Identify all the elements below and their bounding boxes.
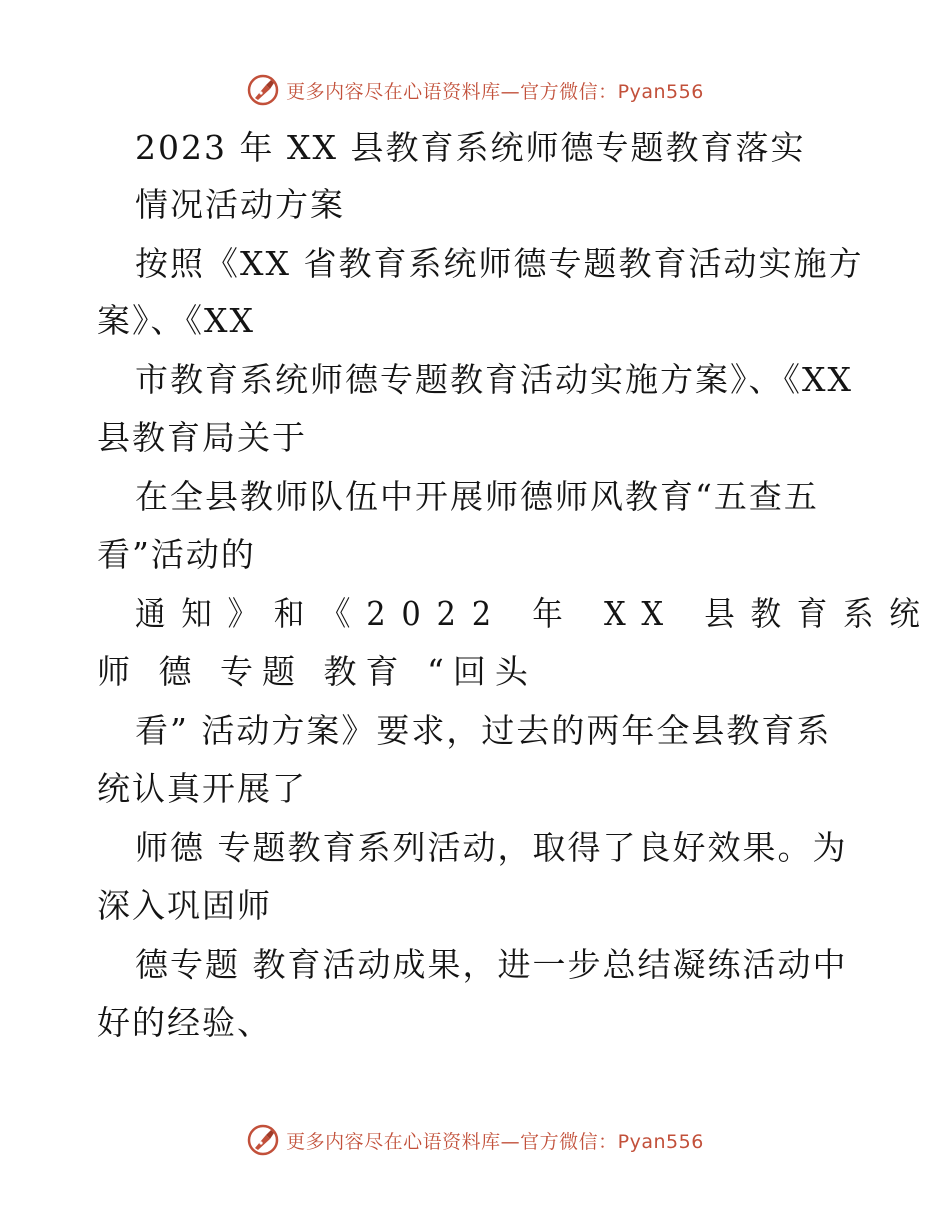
paragraph-line: 统认真开展了 [97, 769, 307, 808]
header-banner [0, 68, 950, 112]
paragraph-line: 看”活动的 [97, 535, 256, 574]
paragraph-line: 好的经验、 [97, 1003, 272, 1042]
banner-text: 更多内容尽在心语资料库—官方微信：Pyan556 [286, 1130, 704, 1153]
paragraph-line: 师 德 专题 教育 “回头 [97, 652, 537, 691]
paragraph-line: 在全县教师队伍中开展师德师风教育“五查五 [135, 477, 819, 516]
banner-text: 更多内容尽在心语资料库—官方微信：Pyan556 [286, 80, 704, 103]
paragraph-line: 市教育系统师德专题教育活动实施方案》、《XX [135, 360, 853, 399]
title-line-2: 情况活动方案 [135, 185, 345, 224]
paragraph-line: 案》、《XX [97, 301, 255, 340]
paragraph-line: 看” 活动方案》要求，过去的两年全县教育系 [135, 711, 832, 750]
pen-nib-logo-icon [246, 73, 280, 107]
title-line-1: 2023 年 XX 县教育系统师德专题教育落实 [135, 128, 806, 167]
footer-banner [0, 1118, 950, 1162]
pen-nib-logo-icon [246, 1123, 280, 1157]
paragraph-line: 德专题 教育活动成果，进一步总结凝练活动中 [135, 945, 848, 984]
paragraph-line: 深入巩固师 [97, 886, 272, 925]
paragraph-line: 县教育局关于 [97, 418, 307, 457]
paragraph-line: 通知》和《2022 年 XX 县教育系统 [135, 594, 936, 633]
paragraph-line: 师德 专题教育系列活动，取得了良好效果。为 [135, 828, 848, 867]
paragraph-line: 按照《XX 省教育系统师德专题教育活动实施方 [135, 244, 864, 283]
